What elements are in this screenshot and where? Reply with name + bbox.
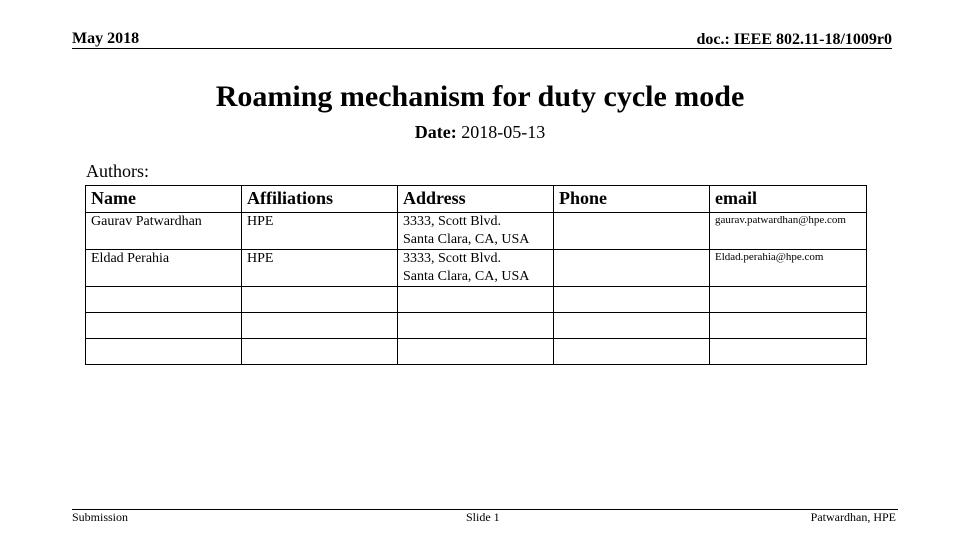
author-name: Gaurav Patwardhan [86,213,242,250]
date-line [0,122,960,143]
empty-table-row [86,313,867,339]
footer-submission: Submission [72,510,129,524]
empty-cell [554,313,710,339]
table-row [86,250,867,287]
author-affiliation: HPE [242,213,398,250]
footer-slide-number: Slide 1 [466,510,500,524]
table-row [86,213,867,250]
table-header-row [86,186,867,213]
empty-cell [242,287,398,313]
empty-cell [86,339,242,365]
column-header-address: Address [398,186,554,213]
author-phone [554,213,710,250]
empty-cell [710,339,867,365]
address-line: 3333, Scott Blvd. [403,214,502,229]
empty-cell [86,313,242,339]
authors-label: Authors: [86,161,149,181]
empty-cell [554,339,710,365]
header-date: May 2018 [72,30,140,47]
header-divider [72,48,892,49]
address-line: Santa Clara, CA, USA [403,232,530,247]
author-email: Eldad.perahia@hpe.com [710,250,867,287]
empty-table-row [86,287,867,313]
empty-cell [242,313,398,339]
empty-cell [398,313,554,339]
author-address [398,250,554,287]
empty-cell [710,287,867,313]
empty-cell [86,287,242,313]
empty-cell [710,313,867,339]
column-header-email: email [710,186,867,213]
empty-cell [398,287,554,313]
author-email: gaurav.patwardhan@hpe.com [710,213,867,250]
column-header-affiliations: Affiliations [242,186,398,213]
column-header-phone: Phone [554,186,710,213]
header-doc-id: doc.: IEEE 802.11-18/1009r0 [696,31,892,48]
empty-cell [242,339,398,365]
column-header-name: Name [86,186,242,213]
author-phone [554,250,710,287]
empty-cell [554,287,710,313]
empty-table-row [86,339,867,365]
date-value: 2018-05-13 [461,122,546,142]
address-line: Santa Clara, CA, USA [403,269,530,284]
author-address [398,213,554,250]
address-line: 3333, Scott Blvd. [403,251,502,266]
empty-cell [398,339,554,365]
slide-title: Roaming mechanism for duty cycle mode [215,80,745,113]
footer-author: Patwardhan, HPE [810,510,896,524]
author-name: Eldad Perahia [86,250,242,287]
date-label: Date: [414,122,457,142]
author-affiliation: HPE [242,250,398,287]
authors-table [85,185,867,365]
